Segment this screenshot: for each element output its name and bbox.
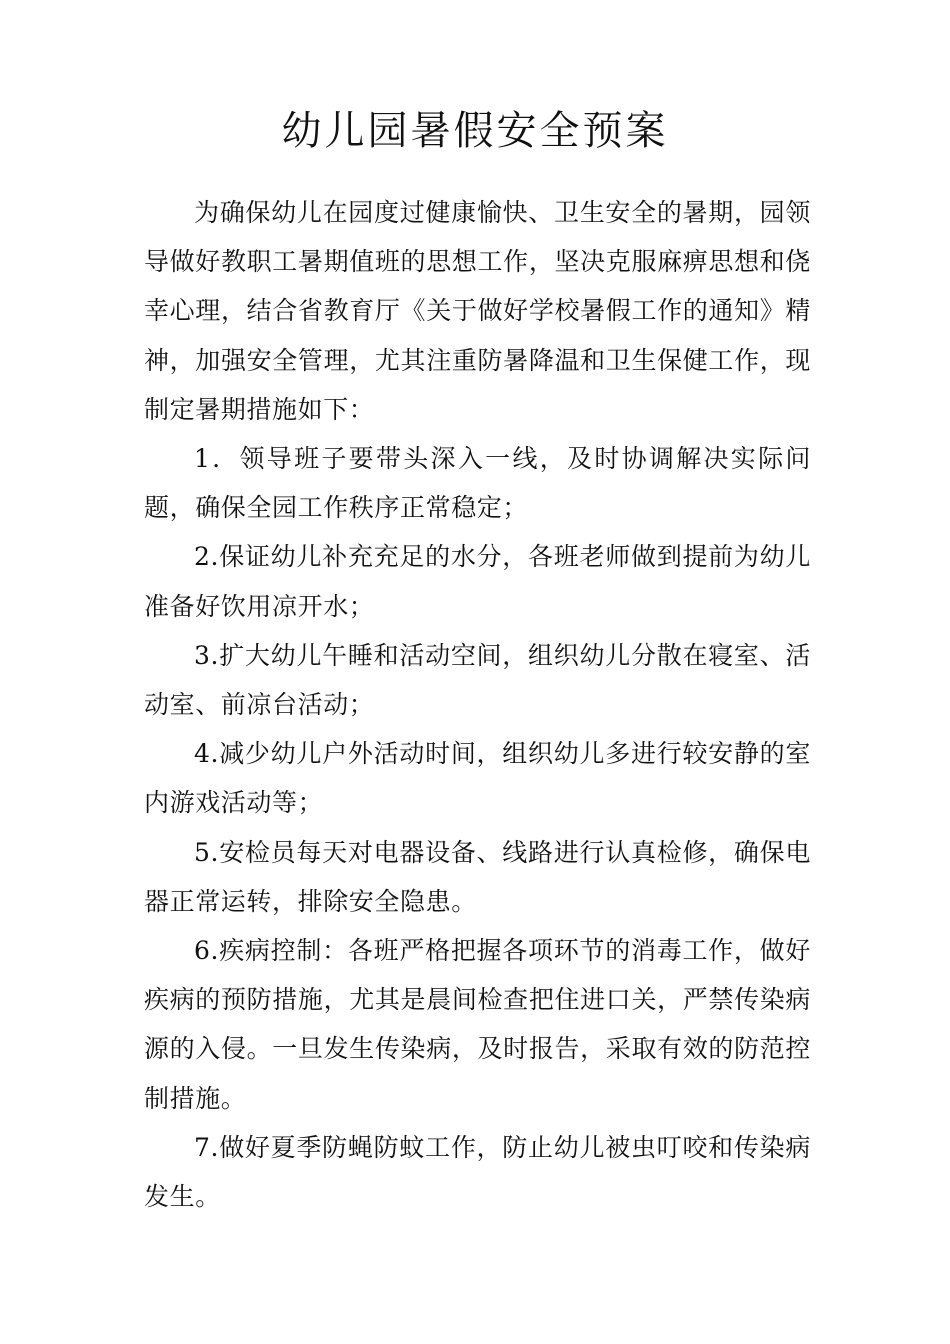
- intro-paragraph: 为确保幼儿在园度过健康愉快、卫生安全的暑期，园领导做好教职工暑期值班的思想工作，坚决克服麻痹思想和侥幸心理，结合省教育厅《关于做好学校暑假工作的通知》精神，加强安全管理，尤其注重防暑降温和卫生保健工作，现制定暑期措施如下：: [144, 198, 811, 424]
- measure-item-6: 6.疾病控制：各班严格把握各项环节的消毒工作，做好疾病的预防措施，尤其是晨间检查把住进口关，严禁传染病源的入侵。一旦发生传染病，及时报告，采取有效的防范控制措施。: [144, 936, 811, 1113]
- measure-item-5: 5.安检员每天对电器设备、线路进行认真检修，确保电器正常运转，排除安全隐患。: [144, 837, 811, 916]
- measure-item-3: 3.扩大幼儿午睡和活动空间，组织幼儿分散在寝室、活动室、前凉台活动；: [144, 640, 811, 720]
- measure-item-1: 1．领导班子要带头深入一线，及时协调解决实际问题，确保全园工作秩序正常稳定；: [144, 444, 811, 523]
- measure-item-7: 7.做好夏季防蝇防蚊工作，防止幼儿被虫叮咬和传染病发生。: [144, 1132, 811, 1212]
- measure-item-4: 4.减少幼儿户外活动时间，组织幼儿多进行较安静的室内游戏活动等；: [144, 739, 811, 818]
- measure-item-2: 2.保证幼儿补充充足的水分，各班老师做到提前为幼儿准备好饮用凉开水；: [144, 542, 811, 621]
- document-title: 幼儿园暑假安全预案: [281, 108, 669, 154]
- document-body: [144, 188, 811, 1221]
